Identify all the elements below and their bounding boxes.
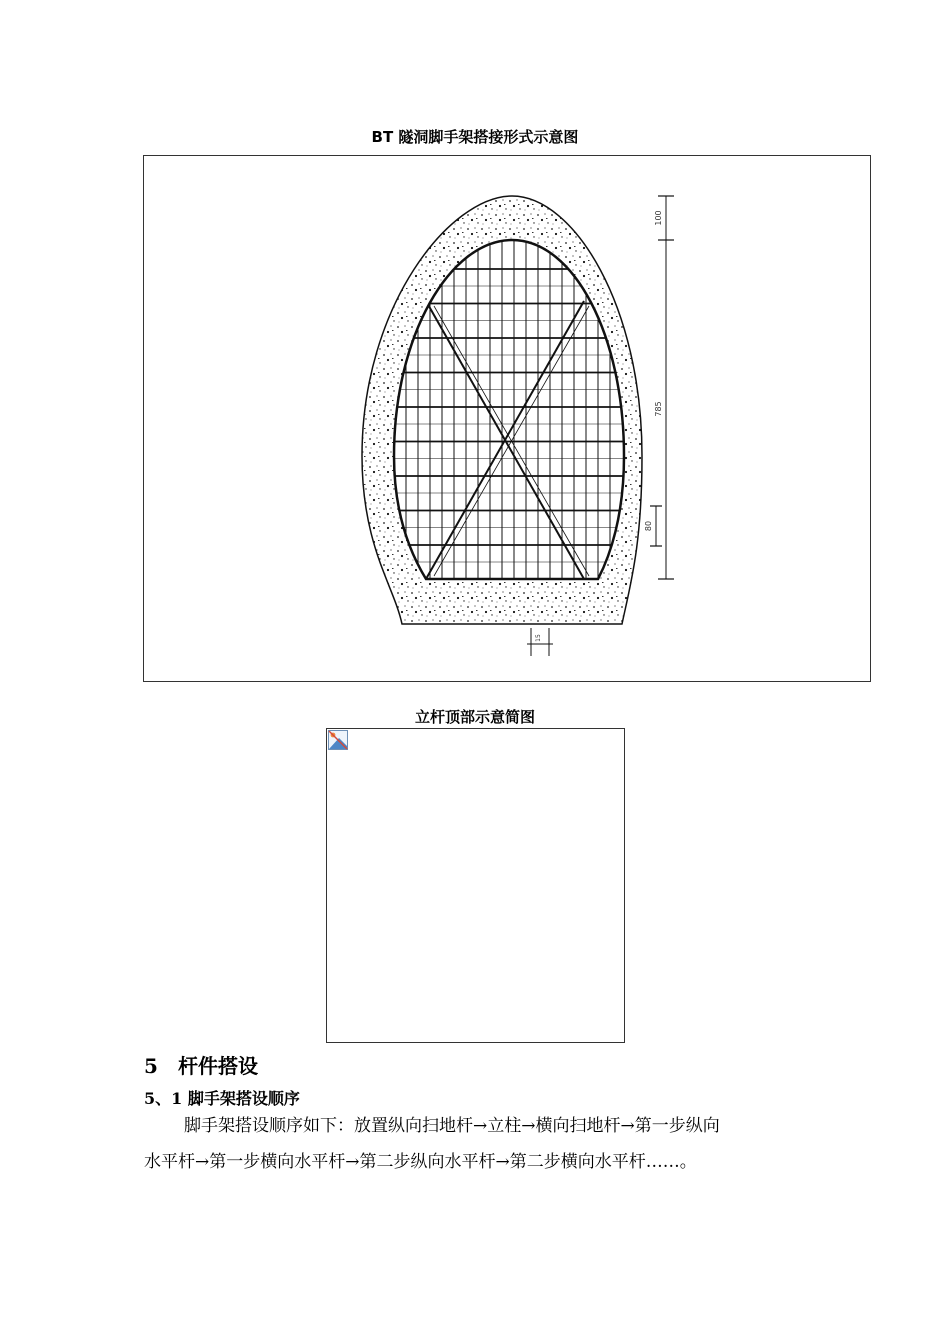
section-heading <box>144 1050 258 1079</box>
figure-caption-tunnel-scaffold: BT 隧洞脚手架搭接形式示意图 <box>371 128 579 146</box>
paragraph-line-2: 水平杆→第一步横向水平杆→第二步纵向水平杆→第二步横向水平杆……。 <box>144 1152 697 1172</box>
dim-bottom: 15 <box>535 634 542 642</box>
dim-height: 785 <box>654 401 663 417</box>
pole-top-figure-placeholder <box>326 728 625 1043</box>
dim-step: 80 <box>644 520 653 532</box>
tunnel-scaffold-drawing <box>144 156 870 681</box>
section-title: 杆件搭设 <box>178 1054 258 1078</box>
section-number: 5 <box>144 1054 158 1078</box>
subsection-heading: 5、1 脚手架搭设顺序 <box>144 1089 300 1108</box>
tunnel-scaffold-figure <box>143 155 871 682</box>
dim-top-thickness: 100 <box>654 210 663 226</box>
paragraph-line-1: 脚手架搭设顺序如下：放置纵向扫地杆→立柱→横向扫地杆→第一步纵向 <box>184 1116 720 1136</box>
broken-image-icon <box>328 730 348 750</box>
figure-caption-pole-top: 立杆顶部示意简图 <box>414 708 535 726</box>
